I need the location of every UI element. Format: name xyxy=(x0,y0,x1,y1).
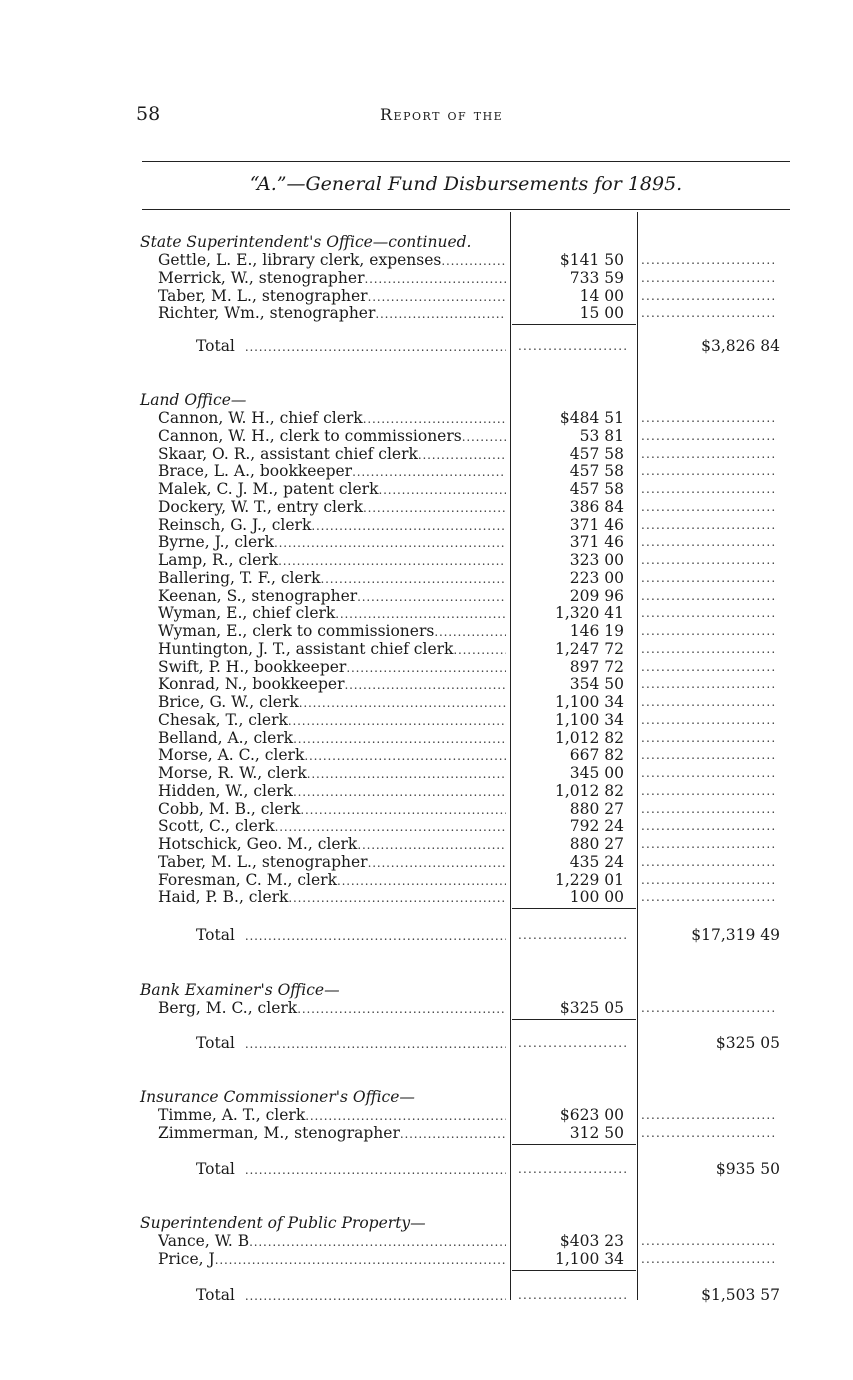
payee-label xyxy=(158,800,506,819)
ledger-row xyxy=(0,516,853,534)
ledger-row xyxy=(0,587,853,605)
payee-label xyxy=(158,782,506,801)
total-column-leader xyxy=(641,711,776,729)
section-heading: Superintendent of Public Property— xyxy=(140,1214,426,1232)
payment-amount: 1,229 01 xyxy=(554,870,624,889)
payee-name: Scott, C., clerk xyxy=(158,817,275,836)
payment-amount: 457 58 xyxy=(569,480,624,498)
payee-name: Wyman, E., chief clerk xyxy=(158,604,336,623)
payment-amount: 386 84 xyxy=(569,497,624,516)
dot-leader xyxy=(321,569,507,588)
payee-label xyxy=(158,853,506,872)
dot-leader xyxy=(293,782,506,801)
payment-amount: 53 81 xyxy=(579,426,624,445)
ledger-row xyxy=(0,800,853,818)
total-row xyxy=(0,1286,853,1304)
total-column-leader xyxy=(641,304,776,322)
payee-label xyxy=(158,835,506,854)
payee-name: Malek, C. J. M., patent clerk xyxy=(158,480,379,498)
ledger-row xyxy=(0,498,853,516)
total-column-leader xyxy=(641,533,776,551)
page-number: 58 xyxy=(136,103,161,125)
payee-name: Zimmerman, M., stenographer xyxy=(158,1123,400,1142)
payee-name: Huntington, J. T., assistant chief clerk xyxy=(158,639,454,658)
amount-column-leader xyxy=(518,926,626,944)
ledger-row xyxy=(0,462,853,480)
total-column-leader xyxy=(641,587,776,605)
dot-leader xyxy=(245,1160,506,1179)
section-heading: State Superintendent's Office—continued. xyxy=(140,233,472,251)
payment-amount: 371 46 xyxy=(569,515,624,534)
payee-label xyxy=(158,445,506,464)
total-label: Total xyxy=(196,1160,235,1178)
dot-leader xyxy=(249,1232,506,1251)
dot-leader xyxy=(288,888,506,907)
dot-leader xyxy=(297,999,506,1018)
payment-amount: $403 23 xyxy=(559,1232,624,1250)
ledger-row xyxy=(0,427,853,445)
payment-amount: 345 00 xyxy=(569,764,624,782)
ledger-row xyxy=(0,480,853,498)
payment-amount: 733 59 xyxy=(569,268,624,287)
payee-label xyxy=(158,551,506,570)
section-heading: Land Office— xyxy=(140,391,247,409)
total-label: Total xyxy=(196,926,235,944)
payee-name: Brice, G. W., clerk xyxy=(158,693,299,711)
payment-amount: 1,247 72 xyxy=(554,639,624,658)
total-column-leader xyxy=(641,1106,776,1124)
ledger-row xyxy=(0,445,853,463)
total-row xyxy=(0,1034,853,1052)
payee-label xyxy=(158,658,506,677)
ledger-row xyxy=(0,729,853,747)
payment-amount: 1,100 34 xyxy=(554,710,624,729)
dot-leader xyxy=(307,764,506,783)
payee-label xyxy=(158,533,506,552)
ledger-row xyxy=(0,782,853,800)
ledger-row xyxy=(0,746,853,764)
payee-label xyxy=(158,569,506,588)
ledger-row xyxy=(0,693,853,711)
ledger-row xyxy=(0,622,853,640)
payment-amount: $141 50 xyxy=(559,251,624,269)
total-label: Total xyxy=(196,337,235,355)
total-column-leader xyxy=(641,729,776,747)
total-row xyxy=(0,337,853,355)
payee-name: Richter, Wm., stenographer xyxy=(158,304,376,323)
section-total: $1,503 57 xyxy=(701,1286,780,1304)
payment-amount: $623 00 xyxy=(559,1106,624,1124)
total-label-group xyxy=(196,1160,506,1179)
ledger-row xyxy=(0,409,853,427)
sum-rule xyxy=(512,1144,636,1145)
dot-leader xyxy=(344,675,506,694)
dot-leader xyxy=(352,462,506,481)
payee-label xyxy=(158,516,506,535)
total-column-leader xyxy=(641,835,776,853)
payee-name: Cannon, W. H., clerk to commissioners xyxy=(158,426,462,445)
total-column-leader xyxy=(641,782,776,800)
sum-rule xyxy=(512,908,636,909)
payment-amount: 100 00 xyxy=(569,888,624,907)
sum-rule xyxy=(512,1270,636,1271)
total-row xyxy=(0,926,853,944)
payee-name: Byrne, J., clerk xyxy=(158,533,274,552)
payee-name: Keenan, S., stenographer xyxy=(158,586,358,605)
sum-rule xyxy=(512,324,636,325)
payee-name: Morse, R. W., clerk xyxy=(158,764,307,782)
dot-leader xyxy=(357,587,506,606)
dot-leader xyxy=(245,1286,506,1305)
ledger-row xyxy=(0,999,853,1017)
payee-name: Cobb, M. B., clerk xyxy=(158,799,301,818)
total-column-leader xyxy=(641,888,776,906)
payee-label xyxy=(158,427,506,446)
total-column-leader xyxy=(641,516,776,534)
payee-label xyxy=(158,729,506,748)
payee-name: Brace, L. A., bookkeeper xyxy=(158,462,353,481)
dot-leader xyxy=(368,287,506,306)
total-label: Total xyxy=(196,1286,235,1304)
payee-name: Konrad, N., bookkeeper xyxy=(158,675,345,694)
ledger-row xyxy=(0,269,853,287)
payee-label xyxy=(158,1250,506,1269)
ledger-row xyxy=(0,871,853,889)
payee-name: Wyman, E., clerk to commissioners xyxy=(158,622,435,640)
total-column-leader xyxy=(641,1124,776,1142)
section-total: $3,826 84 xyxy=(701,337,780,355)
payee-label xyxy=(158,287,506,306)
payee-label xyxy=(158,304,506,323)
dot-leader xyxy=(363,498,506,517)
total-column-leader xyxy=(641,480,776,498)
total-label: Total xyxy=(196,1034,235,1052)
ledger-row xyxy=(0,888,853,906)
payment-amount: 1,100 34 xyxy=(554,1249,624,1268)
payee-label xyxy=(158,746,506,765)
ledger-row xyxy=(0,835,853,853)
ledger-row xyxy=(0,287,853,305)
ledger-row xyxy=(0,817,853,835)
ledger-row xyxy=(0,658,853,676)
dot-leader xyxy=(357,835,506,854)
ledger-row xyxy=(0,1124,853,1142)
payee-name: Vance, W. B xyxy=(158,1232,250,1250)
total-column-leader xyxy=(641,853,776,871)
payment-amount: $325 05 xyxy=(559,999,624,1017)
payee-label xyxy=(158,999,506,1018)
dot-leader xyxy=(434,622,506,641)
payment-amount: 457 58 xyxy=(569,462,624,481)
title-rule xyxy=(142,209,790,210)
total-label-group xyxy=(196,926,506,945)
total-column-leader xyxy=(641,640,776,658)
dot-leader xyxy=(245,926,506,945)
payee-name: Swift, P. H., bookkeeper xyxy=(158,657,347,676)
ledger-row xyxy=(0,711,853,729)
dot-leader xyxy=(274,533,506,552)
dot-leader xyxy=(363,409,506,428)
payee-name: Taber, M. L., stenographer xyxy=(158,286,368,305)
payee-name: Price, J xyxy=(158,1249,215,1268)
payment-amount: 792 24 xyxy=(569,817,624,836)
total-column-leader xyxy=(641,462,776,480)
section-heading: Insurance Commissioner's Office— xyxy=(140,1088,415,1106)
payment-amount: 1,100 34 xyxy=(554,693,624,711)
ledger-row xyxy=(0,1250,853,1268)
total-column-leader xyxy=(641,658,776,676)
payment-amount: 457 58 xyxy=(569,444,624,463)
total-column-leader xyxy=(641,871,776,889)
total-label-group xyxy=(196,337,506,356)
payee-name: Foresman, C. M., clerk xyxy=(158,870,337,889)
dot-leader xyxy=(441,251,506,270)
dot-leader xyxy=(288,711,506,730)
total-column-leader xyxy=(641,604,776,622)
payee-label xyxy=(158,604,506,623)
payee-name: Ballering, T. F., clerk xyxy=(158,568,321,587)
dot-leader xyxy=(245,337,506,356)
payment-amount: $484 51 xyxy=(559,409,624,427)
amount-column-leader xyxy=(518,1160,626,1178)
payee-label xyxy=(158,462,506,481)
payee-name: Dockery, W. T., entry clerk xyxy=(158,497,363,516)
payee-label xyxy=(158,1124,506,1143)
payee-name: Hotschick, Geo. M., clerk xyxy=(158,835,358,853)
payment-amount: 312 50 xyxy=(569,1123,624,1142)
ledger-row xyxy=(0,569,853,587)
ledger-row xyxy=(0,1232,853,1250)
payment-amount: 1,320 41 xyxy=(554,604,624,623)
dot-leader xyxy=(304,746,506,765)
total-column-leader xyxy=(641,427,776,445)
dot-leader xyxy=(462,427,506,446)
dot-leader xyxy=(346,658,506,677)
dot-leader xyxy=(335,604,506,623)
dot-leader xyxy=(215,1250,506,1269)
dot-leader xyxy=(378,480,506,499)
total-label-group xyxy=(196,1034,506,1053)
payee-name: Morse, A. C., clerk xyxy=(158,746,305,765)
payee-label xyxy=(158,711,506,730)
payment-amount: 880 27 xyxy=(569,835,624,853)
ledger-row xyxy=(0,304,853,322)
payee-name: Chesak, T., clerk xyxy=(158,710,288,729)
payee-name: Lamp, R., clerk xyxy=(158,551,279,569)
dot-leader xyxy=(368,853,506,872)
payee-name: Taber, M. L., stenographer xyxy=(158,852,368,871)
section-total: $325 05 xyxy=(715,1034,780,1052)
top-rule xyxy=(142,161,790,162)
payee-label xyxy=(158,498,506,517)
ledger-row xyxy=(0,604,853,622)
section-total: $935 50 xyxy=(715,1160,780,1178)
payee-name: Haid, P. B., clerk xyxy=(158,888,289,907)
dot-leader xyxy=(278,551,506,570)
payee-name: Gettle, L. E., library clerk, expenses xyxy=(158,251,442,269)
payee-name: Berg, M. C., clerk xyxy=(158,999,298,1017)
payment-amount: 880 27 xyxy=(569,799,624,818)
dot-leader xyxy=(453,640,506,659)
total-column-leader xyxy=(641,746,776,764)
total-column-leader xyxy=(641,498,776,516)
ledger-row xyxy=(0,1106,853,1124)
dot-leader xyxy=(275,817,506,836)
payment-amount: 14 00 xyxy=(579,286,624,305)
payee-name: Skaar, O. R., assistant chief clerk xyxy=(158,444,418,463)
payment-amount: 354 50 xyxy=(569,675,624,694)
amount-column-leader xyxy=(518,337,626,355)
ledger-row xyxy=(0,551,853,569)
payee-label xyxy=(158,409,506,428)
payee-label xyxy=(158,693,506,712)
total-column-leader xyxy=(641,445,776,463)
total-column-leader xyxy=(641,287,776,305)
ledger-row xyxy=(0,764,853,782)
total-label-group xyxy=(196,1286,506,1305)
total-column-leader xyxy=(641,764,776,782)
total-column-leader xyxy=(641,569,776,587)
total-column-leader xyxy=(641,1232,776,1250)
total-column-leader xyxy=(641,817,776,835)
payee-label xyxy=(158,1106,506,1125)
payee-label xyxy=(158,640,506,659)
dot-leader xyxy=(299,693,506,712)
total-column-leader xyxy=(641,675,776,693)
dot-leader xyxy=(300,800,506,819)
dot-leader xyxy=(293,729,506,748)
ledger-row xyxy=(0,853,853,871)
payment-amount: 223 00 xyxy=(569,568,624,587)
table-title: “A.”—General Fund Disbursements for 1895. xyxy=(249,173,683,195)
payee-label xyxy=(158,888,506,907)
payee-label xyxy=(158,269,506,288)
dot-leader xyxy=(337,871,506,890)
payment-amount: 209 96 xyxy=(569,586,624,605)
running-head: Report of the xyxy=(380,105,504,124)
total-column-leader xyxy=(641,999,776,1017)
payee-name: Reinsch, G. J., clerk xyxy=(158,515,312,534)
payee-name: Hidden, W., clerk xyxy=(158,781,293,800)
sum-rule xyxy=(512,1019,636,1020)
payee-label xyxy=(158,480,506,499)
payee-label xyxy=(158,871,506,890)
ledger-row xyxy=(0,675,853,693)
total-column-leader xyxy=(641,1250,776,1268)
ledger-row xyxy=(0,251,853,269)
payment-amount: 15 00 xyxy=(579,304,624,323)
amount-column-leader xyxy=(518,1286,626,1304)
dot-leader xyxy=(364,269,506,288)
total-column-leader xyxy=(641,251,776,269)
dot-leader xyxy=(418,445,506,464)
dot-leader xyxy=(311,516,506,535)
payee-label xyxy=(158,817,506,836)
total-column-leader xyxy=(641,269,776,287)
dot-leader xyxy=(375,304,506,323)
payee-name: Cannon, W. H., chief clerk xyxy=(158,409,363,427)
ledger-row xyxy=(0,640,853,658)
total-row xyxy=(0,1160,853,1178)
payee-label xyxy=(158,587,506,606)
payment-amount: 323 00 xyxy=(569,551,624,569)
payment-amount: 667 82 xyxy=(569,746,624,765)
payee-label xyxy=(158,675,506,694)
payee-label xyxy=(158,622,506,641)
payment-amount: 435 24 xyxy=(569,852,624,871)
payment-amount: 1,012 82 xyxy=(554,781,624,800)
section-heading: Bank Examiner's Office— xyxy=(140,981,340,999)
total-column-leader xyxy=(641,693,776,711)
payee-label xyxy=(158,251,506,270)
payment-amount: 897 72 xyxy=(569,657,624,676)
payment-amount: 1,012 82 xyxy=(554,728,624,747)
amount-column-leader xyxy=(518,1034,626,1052)
dot-leader xyxy=(305,1106,506,1125)
total-column-leader xyxy=(641,622,776,640)
payee-label xyxy=(158,1232,506,1251)
total-column-leader xyxy=(641,409,776,427)
payee-name: Timme, A. T., clerk xyxy=(158,1106,306,1124)
dot-leader xyxy=(245,1034,506,1053)
total-column-leader xyxy=(641,551,776,569)
payment-amount: 371 46 xyxy=(569,533,624,552)
payee-label xyxy=(158,764,506,783)
dot-leader xyxy=(400,1124,506,1143)
payee-name: Merrick, W., stenographer xyxy=(158,268,365,287)
section-total: $17,319 49 xyxy=(691,926,780,944)
total-column-leader xyxy=(641,800,776,818)
ledger-row xyxy=(0,533,853,551)
payee-name: Belland, A., clerk xyxy=(158,728,294,747)
payment-amount: 146 19 xyxy=(569,622,624,640)
